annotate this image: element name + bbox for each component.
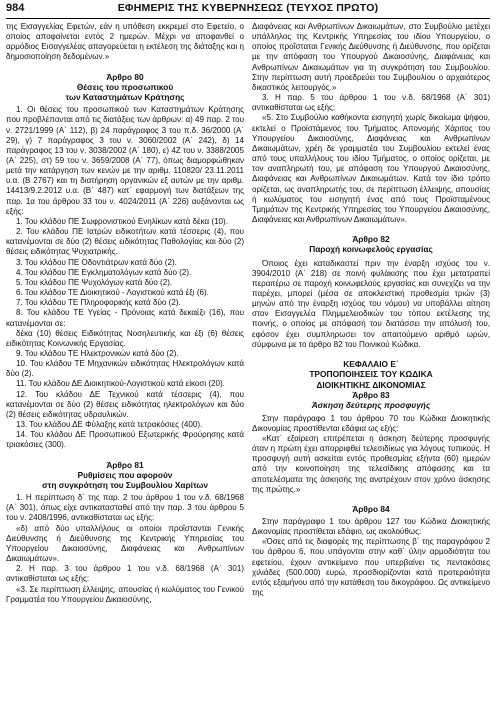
article-80-list — [6, 217, 244, 451]
list-item: 9. Του κλάδου ΤΕ Ηλεκτρονικών κατά δύο (2). — [16, 348, 179, 358]
article-81-paragraph-1: 1. Η περίπτωση δ΄ της παρ. 2 του άρθρου 1 του ν.δ. 68/1968 (Α΄ 301), όπως είχε αντικατασταθεί από την παρ. 3 του άρθρου 5 του ν. 2408/1996, αντικαθίσταται ως εξής: — [6, 493, 244, 523]
list-item: 6. Του κλάδου ΤΕ Διοικητικού - Λογιστικού κατά έξι (6). — [16, 288, 209, 298]
article-82-paragraph: Όποιος έχει καταδικαστεί πριν την έναρξη ισχύος του ν. 3904/2010 (Α΄ 218) σε ποινή φυλάκισης που έχει μετατραπεί περαιτέρω σε παροχή κοινωφελούς εργασίας και συνεχίζει να την παρέχει, μπορεί (μέσα σε αποκλειστική προθεσμία τριών (3) μηνών από την έναρξη ισχύος του νόμου) να υποβάλλει αίτηση στον Εισαγγελέα Πλημμελειοδικών του τόπου εκτέλεσης της ποινής, ο οποίος με απόφασή του διατάσσει την απόλυσή του, εφόσον έχει συμπληρωσει τον απαιτούμενο αριθμό ωρών, σύμφωνα με το άρθρο 82 του Ποινικού Κώδικα. — [252, 258, 490, 349]
article-81-quote-1: «δ) από δύο υπαλλήλους οι οποίοι προΐστανται Γενικής Διεύθυνσης ή Διεύθυνσης της Κεντρικής Υπηρεσίας του Υπουργείου Δικαιοσύνης, Διαφάνειας και Ανθρωπίνων Δικαιωμάτων». — [6, 523, 244, 564]
article-83-quote: «Κατ΄ εξαίρεση επιτρέπεται η άσκηση δεύτερης προσφυγής όταν η πρώτη έχει απορριφθεί τελεσιδίκως για λόγους τυπικούς. Η προσφυγή αυτή ασκείται εντός προθεσμίας εξήντα (60) ημερών από την κοινοποίηση της τελεσίδικης απόφασης και τα αποτελέσματα της άσκησής της ανατρέχουν στον χρόνο άσκησης της πρώτης.» — [252, 433, 490, 494]
article-80-title-line1: Θέσεις του προσωπικού — [76, 81, 174, 92]
chapter-title-line1: ΤΡΟΠΟΠΟΙΗΣΕΙΣ ΤΟΥ ΚΩΔΙΚΑ — [309, 369, 433, 380]
chapter-title-line2: ΔΙΟΙΚΗΤΙΚΗΣ ΔΙΚΟΝΟΜΙΑΣ — [316, 379, 426, 390]
list-item: 12. Του κλάδου ΔΕ Τεχνικού κατά τέσσερις (4), που κατανέμονται σε δύο (2) θέσεις ειδικότητας ηλεκτρολόγων και δύο (2) θέσεις ειδικότητας υδραυλικών. — [6, 389, 244, 419]
list-item: 14. Του κλάδου ΔΕ Προσωπικού Εξωτερικής Φρούρησης κατά τριακόσιες (300). — [6, 430, 244, 450]
article-83-title: Άσκηση δεύτερης προσφυγής — [311, 400, 431, 411]
article-82-title: Παροχή κοινωφελούς εργασίας — [309, 244, 433, 255]
article-80-number: Άρθρο 80 — [106, 71, 144, 82]
chapter-heading: ΚΕΦΑΛΑΙΟ Ε΄ — [343, 358, 399, 369]
list-item: 13. Του κλάδου ΔΕ Φύλαξης κατά τετρακόσιες (400). — [16, 420, 203, 430]
article-84-number: Άρθρο 84 — [352, 503, 390, 514]
article-81-continuation: Διαφάνειας και Ανθρωπίνων Δικαιωμάτων, στο Συμβούλιο μετέχει υπάλληλος της Κεντρικής Υπηρεσίας του ιδίου Υπουργείου, ο οποίος προΐσταται Γενικής Διεύθυνσης ή Διεύθυνσης, που ορίζεται με την απόφαση του Υπουργού Δικαιοσύνης, Διαφάνειας και Ανθρωπίνων Δικαιωμάτων για τη συγκρότηση του Συμβουλίου. Στην περίπτωση αυτή προεδρεύει του Συμβουλίου ο αρχαιότερος δικαστικός λειτουργός.» — [252, 22, 490, 92]
list-item: 5. Του κλάδου ΠΕ Ψυχολόγων κατά δύο (2). — [16, 277, 173, 287]
page-header — [6, 2, 490, 19]
list-item: 2. Του κλάδου ΠΕ Ιατρών ειδικοτήτων κατά τέσσερις (4), που κατανέμονται σε δύο (2) θέσεις ειδικότητας Παθολογίας και δύο (2) θέσεις ειδικότητας Ψυχιατρικής. — [6, 227, 244, 257]
list-item: 1. Του κλάδου ΠΕ Σωφρονιστικού Ενηλίκων κατά δέκα (10). — [16, 216, 228, 226]
intro-paragraph: της Εισαγγελίας Εφετών, εάν η υπόθεση εκκρεμεί στο Εφετείο, ο οποίος αποφαίνεται εντός 2 ημερών. Μέχρι να αποφανθεί ο αρμόδιος Εισαγγελέας απαγορεύεται η εκτέλεση της διάταξης και η δημοσιοποίηση δεδομένων.» — [6, 22, 244, 62]
page-number: 984 — [6, 2, 25, 14]
article-81-number: Άρθρο 81 — [106, 459, 144, 470]
article-80-paragraph-1: 1. Οι θέσεις του προσωπικού των Καταστημάτων Κράτησης που προβλέπονται από τις διατάξεις των άρθρων: α) 49 παρ. 2 του ν. 2721/1999 (Α΄ 112), β) 24 παράγραφος 3 του π.δ. 36/2000 (Α΄ 29), γ) 7 παράγραφος 3 του ν. 3060/2002 (Α΄ 242), δ) 14 παράγραφος 13 του ν. 3038/2002 (Α΄ 180), ε) 4Ζ του ν. 3388/2005 (Α΄ 225), στ) 59 του ν. 3659/2008 (Α΄ 77), όπως διαμορφώθηκαν μετά την κατάργηση των κενών με την αριθμ. 110820/ 23.11.2011 υ.α. (Β 2767) και τη διατήρηση οργανικών εξ αυτών με την αριθμ. 14413/9.2.2012 υ.α. (Β΄ 487) κατ΄ εφαρμογή των διατάξεων της παρ. 1α του άρθρου 33 του ν. 4024/2011 (Α΄ 226) αυξάνονται ως εξής: — [6, 105, 244, 216]
list-item: 11. Του κλάδου ΔΕ Διοικητικού-Λογιστικού κατά είκοσι (20). — [16, 379, 225, 389]
article-81-paragraph-3: 3. Η παρ. 5 του άρθρου 1 του ν.δ. 68/1968 (Α΄ 301) αντικαθίσταται ως εξής: — [252, 93, 490, 113]
article-84-paragraph: Στην παράγραφο 1 του άρθρου 127 του Κώδικα Διοικητικής Δικονομίας προστίθεται εδάφιο, ως ακολούθως: — [252, 517, 490, 537]
list-item: 10. Του κλάδου ΤΕ Μηχανικών ειδικότητας Ηλεκτρολόγων κατά δύο (2). — [6, 359, 244, 379]
article-81-quote-2: «3. Σε περίπτωση έλλειψης, απουσίας ή κωλύματος του Γενικού Γραμματέα του Υπουργείου Δικαιοσύνης, — [6, 584, 244, 604]
article-83-paragraph: Στην παράγραφο 1 του άρθρου 70 του Κώδικα Διοικητικής Δικονομίας προστίθενται εδάφια ως εξής: — [252, 413, 490, 433]
right-column — [252, 22, 490, 714]
article-81-title-line1: Ρυθμίσεις που αφορούν — [77, 469, 173, 480]
list-item: 3. Του κλάδου ΠΕ Οδοντιάτρων κατά δύο (2). — [16, 257, 177, 267]
article-82-number: Άρθρο 82 — [352, 234, 390, 245]
left-column — [6, 22, 244, 714]
article-80-title-line2: των Καταστημάτων Κράτησης — [65, 92, 185, 103]
article-83-number: Άρθρο 83 — [352, 390, 390, 401]
list-item: 8. Του κλάδου ΤΕ Υγείας - Πρόνοιας κατά δεκαέξι (16), που κατανέμονται σε: — [6, 308, 244, 328]
article-81-paragraph-2: 2. Η παρ. 3 του άρθρου 1 του ν.δ. 68/1968 (Α΄ 301) αντικαθίσταται ως εξής: — [6, 564, 244, 584]
article-84-quote: «Όσες από τις διαφορές της περίπτωσης β΄ της παραγράφου 2 του άρθρου 6, που υπάγονται στην καθ΄ ύλην αρμοδιότητα του εφετείου, έχουν αντικείμενο που υπερβαίνει τις πεντακόσιες χιλιάδες (500.000) ευρώ, προσδιορίζονται κατά προτεραιότητα εντός εξαμήνου από την κατάθεση του δικογράφου. Ως αντικείμενο της — [252, 537, 490, 598]
article-81-title-line2: στη συγκρότηση του Συμβουλίου Χαρίτων — [41, 479, 209, 490]
list-item: 7. Του κλάδου ΤΕ Πληροφορικής κατά δύο (2). — [16, 298, 181, 308]
list-item: δέκα (10) θέσεις Ειδικότητας Νοσηλευτικής και έξι (6) θέσεις ειδικότητας Κοινωνικής Εργασίας. — [6, 328, 244, 348]
journal-title: ΕΦΗΜΕΡΙΣ ΤΗΣ ΚΥΒΕΡΝΗΣΕΩΣ (ΤΕΥΧΟΣ ΠΡΩΤΟ) — [117, 2, 379, 14]
list-item: 4. Του κλάδου ΠΕ Εγκληματολόγων κατά δύο (2). — [16, 267, 192, 277]
article-81-quote-3: «5. Στο Συμβούλιο καθήκοντα εισηγητή χωρίς δικαίωμα ψήφου, εκτελεί ο Προϊστάμενος του Τμήματος Απονομής Χάριτος του Υπουργείου Δικαιοσύνης, Διαφάνειας και Ανθρωπίνων Δικαιωμάτων, χρέη δε γραμματέα του Συμβουλίου εκτελεί ένας από τους υπαλλήλους του ιδίου Τμήματος, ο οποίος ορίζεται, με τον αναπληρωτή του, με απόφαση του Υπουργού Δικαιοσύνης, Διαφάνειας και Ανθρωπίνων Δικαιωμάτων. Κατά τον ίδιο τρόπο ορίζεται, ως αναπληρωτής του, σε περίπτωση έλλειψης, απουσίας ή κωλύματος του εισηγητή ένας από τους Προϊσταμένους Τμημάτων της Κεντρικής Υπηρεσίας του Υπουργείου Δικαιοσύνης, Διαφάνειας και Ανθρωπίνων Δικαιωμάτων». — [252, 113, 490, 224]
